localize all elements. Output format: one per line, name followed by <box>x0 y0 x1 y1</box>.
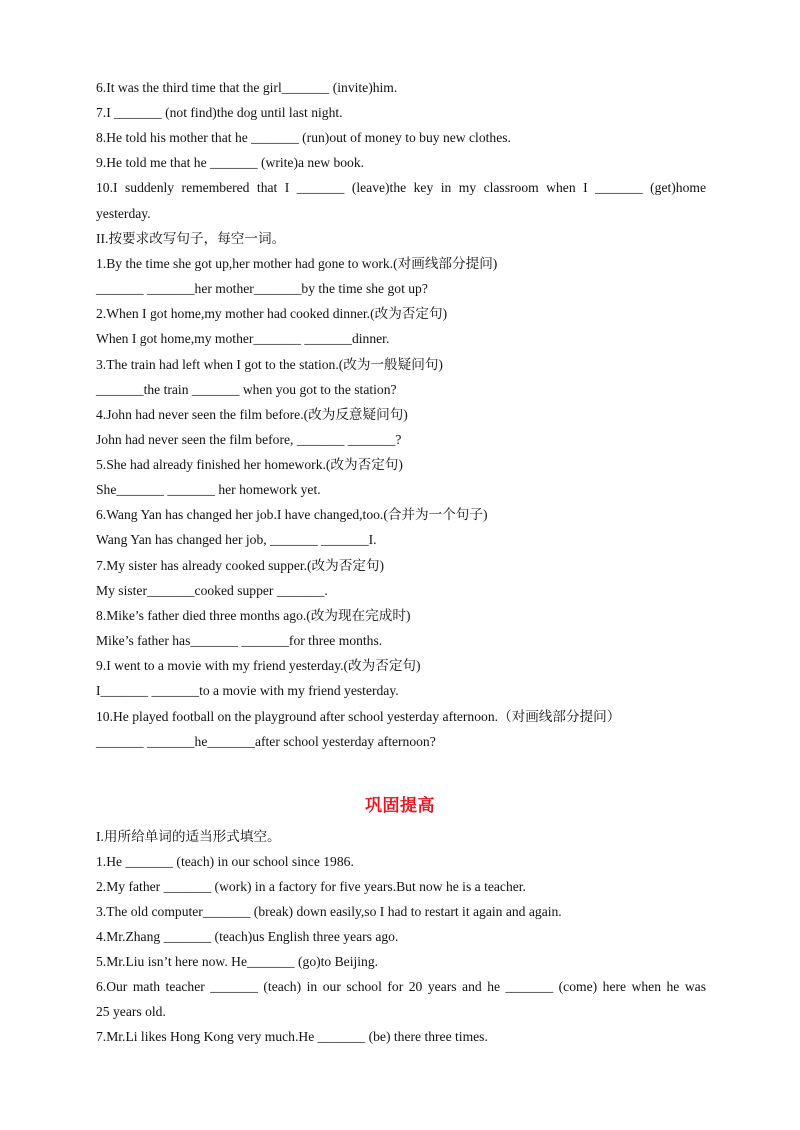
exercise-item: 7.My sister has already cooked supper.(改为否定句) <box>96 558 385 573</box>
section-heading: 巩固提高 <box>365 796 435 816</box>
exercise-item: 6.Our math teacher _______ (teach) in our school for 20 years and he _______ (come) here when he was <box>96 979 706 994</box>
exercise-item-continued: 25 years old. <box>96 1004 166 1019</box>
exercise-item: 3.The old computer_______ (break) down easily,so I had to restart it again and again. <box>96 904 562 919</box>
answer-line: Wang Yan has changed her job, _______ _______I. <box>96 532 377 547</box>
exercise-item: 7.I _______ (not find)the dog until last night. <box>96 105 343 120</box>
exercise-item: 4.John had never seen the film before.(改为反意疑问句) <box>96 407 408 422</box>
exercise-item: 5.Mr.Liu isn’t here now. He_______ (go)to Beijing. <box>96 954 379 969</box>
answer-line: Mike’s father has_______ _______for three months. <box>96 633 383 648</box>
exercise-item: 1.He _______ (teach) in our school since 1986. <box>96 854 354 869</box>
exercise-item: 6.It was the third time that the girl_______ (invite)him. <box>96 80 398 95</box>
exercise-item: 9.He told me that he _______ (write)a new book. <box>96 155 365 170</box>
exercise-item: 4.Mr.Zhang _______ (teach)us English three years ago. <box>96 929 399 944</box>
section-title: I.用所给单词的适当形式填空。 <box>96 829 281 844</box>
answer-line: I_______ _______to a movie with my friend yesterday. <box>96 683 399 698</box>
section-title: II.按要求改写句子，每空一词。 <box>96 231 286 246</box>
exercise-item: 9.I went to a movie with my friend yesterday.(改为否定句) <box>96 658 421 673</box>
exercise-item-continued: yesterday. <box>96 206 151 221</box>
answer-line: _______the train _______ when you got to the station? <box>96 382 397 397</box>
answer-line: My sister_______cooked supper _______. <box>96 583 328 598</box>
answer-line: She_______ _______ her homework yet. <box>96 482 321 497</box>
exercise-item: 5.She had already finished her homework.(改为否定句) <box>96 457 403 472</box>
exercise-item: 10.He played football on the playground after school yesterday afternoon.（对画线部分提问） <box>96 709 621 724</box>
exercise-item: 8.He told his mother that he _______ (run)out of money to buy new clothes. <box>96 130 511 145</box>
exercise-item: 6.Wang Yan has changed her job.I have changed,too.(合并为一个句子) <box>96 507 488 522</box>
answer-line: _______ _______her mother_______by the time she got up? <box>96 281 428 296</box>
answer-line: _______ _______he_______after school yesterday afternoon? <box>96 734 436 749</box>
answer-line: John had never seen the film before, _______ _______? <box>96 432 402 447</box>
exercise-item: 3.The train had left when I got to the station.(改为一般疑问句) <box>96 357 443 372</box>
exercise-item: 8.Mike’s father died three months ago.(改为现在完成时) <box>96 608 411 623</box>
exercise-item: 7.Mr.Li likes Hong Kong very much.He _______ (be) there three times. <box>96 1029 488 1044</box>
exercise-item: 2.My father _______ (work) in a factory for five years.But now he is a teacher. <box>96 879 526 894</box>
exercise-item: 2.When I got home,my mother had cooked dinner.(改为否定句) <box>96 306 448 321</box>
exercise-item: 1.By the time she got up,her mother had gone to work.(对画线部分提问) <box>96 256 498 271</box>
exercise-item: 10.I suddenly remembered that I _______ (leave)the key in my classroom when I _______ (get)home <box>96 180 706 195</box>
answer-line: When I got home,my mother_______ _______dinner. <box>96 331 390 346</box>
